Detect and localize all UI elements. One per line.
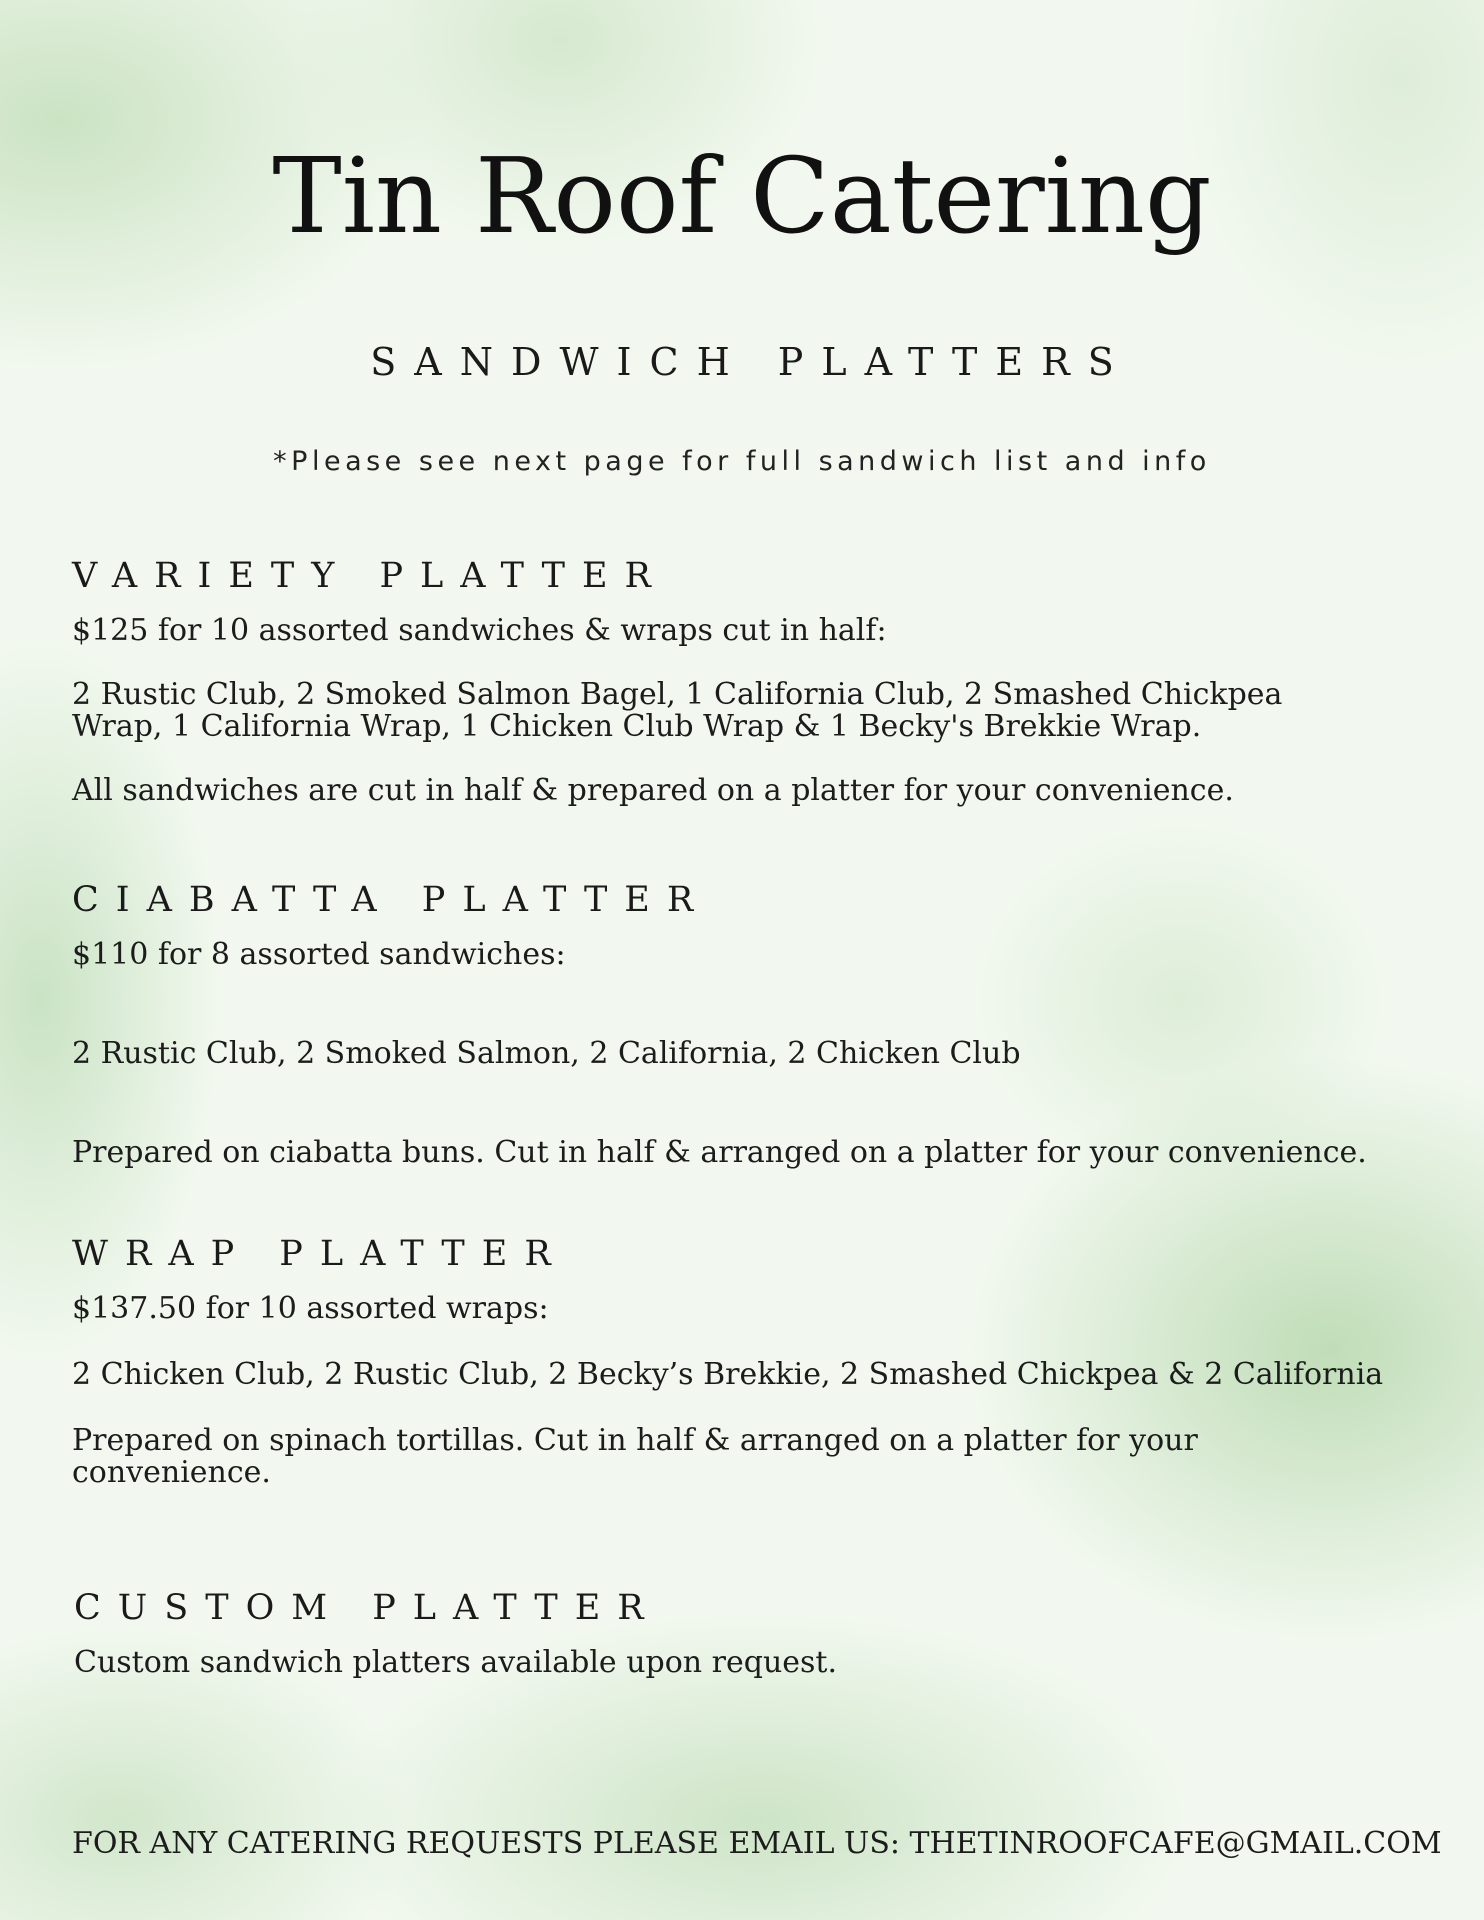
custom-platter-heading: CUSTOM PLATTER — [74, 1588, 661, 1628]
wrap-platter-section — [72, 1234, 1432, 1489]
page-subtitle: SANDWICH PLATTERS — [370, 340, 1132, 384]
page-note: *Please see next page for full sandwich list and info — [273, 446, 1211, 477]
contact-footer: FOR ANY CATERING REQUESTS PLEASE EMAIL US: THETINROOFCAFE@GMAIL.COM — [72, 1826, 1442, 1861]
wrap-platter-note-line1: Prepared on spinach tortillas. Cut in half & arranged on a platter for your — [72, 1423, 1198, 1458]
variety-platter-price: $125 for 10 assorted sandwiches & wraps cut in half: — [72, 613, 887, 648]
wrap-platter-price: $137.50 for 10 assorted wraps: — [72, 1291, 549, 1326]
ciabatta-platter-items: 2 Rustic Club, 2 Smoked Salmon, 2 California, 2 Chicken Club — [72, 1036, 1021, 1071]
variety-platter-section — [72, 556, 1432, 807]
ciabatta-platter-section — [72, 880, 1432, 1169]
variety-platter-note: All sandwiches are cut in half & prepared on a platter for your convenience. — [72, 773, 1234, 808]
page-title: Tin Roof Catering — [272, 135, 1212, 257]
ciabatta-platter-heading: CIABATTA PLATTER — [72, 880, 711, 920]
ciabatta-platter-note: Prepared on ciabatta buns. Cut in half & arranged on a platter for your convenience. — [72, 1135, 1367, 1170]
wrap-platter-note-line2: convenience. — [72, 1455, 271, 1490]
wrap-platter-heading: WRAP PLATTER — [72, 1234, 568, 1274]
wrap-platter-items: 2 Chicken Club, 2 Rustic Club, 2 Becky’s Brekkie, 2 Smashed Chickpea & 2 California — [72, 1357, 1384, 1392]
variety-platter-items-line2: Wrap, 1 California Wrap, 1 Chicken Club Wrap & 1 Becky's Brekkie Wrap. — [72, 709, 1202, 744]
custom-platter-text: Custom sandwich platters available upon request. — [74, 1645, 838, 1680]
variety-platter-items-line1: 2 Rustic Club, 2 Smoked Salmon Bagel, 1 California Club, 2 Smashed Chickpea — [72, 677, 1283, 712]
variety-platter-heading: VARIETY PLATTER — [72, 556, 668, 596]
ciabatta-platter-price: $110 for 8 assorted sandwiches: — [72, 937, 566, 972]
custom-platter-section — [74, 1588, 1434, 1679]
